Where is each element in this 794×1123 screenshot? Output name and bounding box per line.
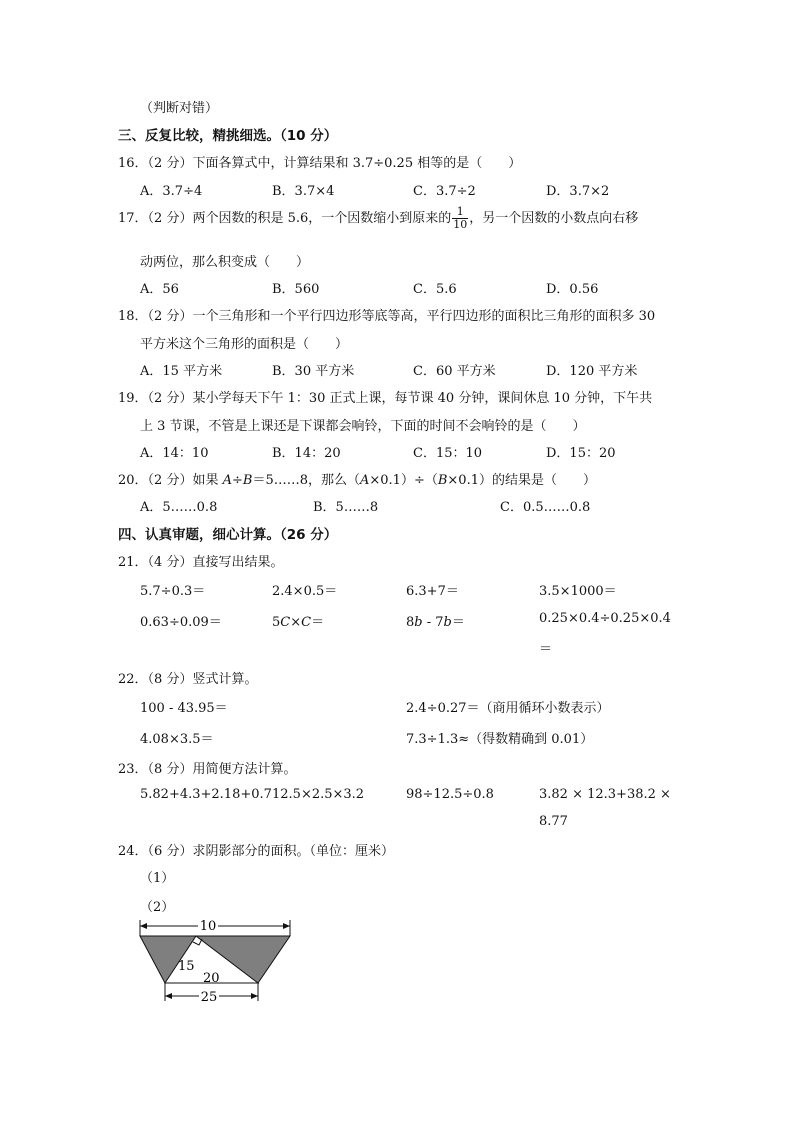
top-dimension-label: 10 bbox=[199, 919, 217, 934]
q22-item: 4.08×3.5＝ bbox=[140, 732, 214, 747]
q23-item-line2: 8.77 bbox=[539, 814, 568, 829]
q19-option-c[interactable]: C．15：10 bbox=[413, 446, 483, 461]
q18-option-a[interactable]: A．15 平方米 bbox=[140, 364, 223, 379]
q17-stem-b: ，另一个因数的小数点向右移 bbox=[469, 211, 639, 226]
q21-item: 5.7÷0.3＝ bbox=[140, 584, 206, 599]
q20-option-a[interactable]: A．5……0.8 bbox=[140, 500, 218, 515]
arrow-right-icon bbox=[283, 923, 290, 929]
q23-item: 98÷12.5÷0.8 bbox=[406, 787, 494, 802]
arrow-right-icon bbox=[251, 993, 258, 999]
q23-item: 12.5×2.5×3.2 bbox=[272, 787, 365, 802]
q16-stem: 16．（2 分）下面各算式中，计算结果和 3.7÷0.25 相等的是（ ） bbox=[118, 156, 522, 171]
q20-stem bbox=[118, 469, 596, 488]
q22-item: 2.4÷0.27＝（商用循环小数表示） bbox=[406, 701, 610, 716]
q24-stem: 24．（6 分）求阴影部分的面积。（单位：厘米） bbox=[118, 844, 394, 859]
q23-stem: 23．（8 分）用简便方法计算。 bbox=[118, 762, 297, 777]
fraction-numerator: 1 bbox=[452, 206, 468, 219]
fraction-one-tenth bbox=[452, 206, 468, 231]
section-3-title: 三、反复比较，精挑细选。（10 分） bbox=[118, 128, 338, 144]
q19-option-d[interactable]: D．15：20 bbox=[546, 446, 616, 461]
q23-item: 5.82+4.3+2.18+0.7 bbox=[140, 787, 272, 802]
q17-option-b[interactable]: B．560 bbox=[272, 282, 320, 297]
fraction-denominator: 10 bbox=[453, 218, 468, 231]
times-op: × bbox=[290, 615, 302, 630]
diagonal-length-label: 20 bbox=[203, 971, 220, 986]
q20-div-op: ÷ bbox=[231, 473, 243, 488]
q20-option-b[interactable]: B．5……8 bbox=[313, 500, 379, 515]
q24-sub1: （1） bbox=[140, 871, 175, 886]
q20-stem-suffix: ×0.1）的结果是（ ） bbox=[447, 473, 596, 488]
q16-option-c[interactable]: C．3.7÷2 bbox=[413, 184, 476, 199]
equals: ＝ bbox=[451, 615, 465, 630]
q18-stem-line2: 平方米这个三角形的面积是（ ） bbox=[140, 337, 349, 352]
q17-option-c[interactable]: C．5.6 bbox=[413, 282, 457, 297]
q21-item: 0.63÷0.09＝ bbox=[140, 615, 222, 630]
q23-item-line1: 3.82 × 12.3+38.2 × bbox=[539, 787, 671, 802]
coef: 8 bbox=[406, 615, 415, 630]
q19-stem-line2: 上 3 节课，不管是上课还是下课都会响铃，下面的时间不会响铃的是（ ） bbox=[140, 419, 586, 434]
q17-stem-line1 bbox=[118, 206, 638, 231]
shaded-area-figure bbox=[130, 915, 300, 1010]
q22-stem: 22．（8 分）竖式计算。 bbox=[118, 672, 258, 687]
q21-item bbox=[406, 611, 465, 630]
q16-option-b[interactable]: B．3.7×4 bbox=[272, 184, 335, 199]
side-length-label: 15 bbox=[178, 959, 195, 974]
q22-item: 100 - 43.95＝ bbox=[140, 701, 228, 716]
section-4-title: 四、认真审题，细心计算。（26 分） bbox=[118, 527, 338, 543]
q20-stem-mid: ＝5……8，那么（ bbox=[252, 473, 360, 488]
q21-item: 3.5×1000＝ bbox=[539, 584, 617, 599]
q22-item: 7.3÷1.3≈（得数精确到 0.01） bbox=[406, 732, 594, 747]
q21-item-line1: 0.25×0.4÷0.25×0.4 bbox=[539, 611, 671, 626]
equals: ＝ bbox=[311, 615, 325, 630]
var-c: C bbox=[301, 615, 312, 630]
q18-stem-line1: 18．（2 分）一个三角形和一个平行四边形等底等高，平行四边形的面积比三角形的面积多 30 bbox=[118, 309, 656, 324]
minus-term: - 7 bbox=[422, 615, 444, 630]
bottom-dimension-label: 25 bbox=[200, 990, 218, 1005]
q21-item-line2: ＝ bbox=[539, 642, 553, 657]
q21-item bbox=[272, 611, 324, 630]
q19-stem-line1: 19．（2 分）某小学每天下午 1：30 正式上课，每节课 40 分钟，课间休息 10 分钟，下午共 bbox=[118, 391, 653, 406]
coef: 5 bbox=[272, 615, 281, 630]
q16-option-d[interactable]: D．3.7×2 bbox=[546, 184, 610, 199]
var-b: b bbox=[443, 615, 452, 630]
q21-stem: 21．（4 分）直接写出结果。 bbox=[118, 555, 284, 570]
q20-var-a-2: A bbox=[359, 473, 370, 488]
var-b: b bbox=[414, 615, 423, 630]
q24-sub2: （2） bbox=[140, 900, 175, 915]
q20-var-a: A bbox=[222, 473, 232, 488]
q17-option-a[interactable]: A．56 bbox=[140, 282, 179, 297]
q20-option-c[interactable]: C．0.5……0.8 bbox=[500, 500, 591, 515]
q20-var-b: B bbox=[242, 473, 253, 488]
q18-option-c[interactable]: C．60 平方米 bbox=[413, 364, 496, 379]
q19-option-a[interactable]: A．14：10 bbox=[140, 446, 209, 461]
q17-stem-line2: 动两位，那么积变成（ ） bbox=[140, 255, 310, 270]
q20-stem-mid2: ×0.1）÷（ bbox=[369, 473, 438, 488]
q19-option-b[interactable]: B．14：20 bbox=[272, 446, 341, 461]
q20-stem-prefix: 20．（2 分）如果 bbox=[118, 473, 223, 488]
q21-item: 2.4×0.5＝ bbox=[272, 584, 338, 599]
q18-option-b[interactable]: B．30 平方米 bbox=[272, 364, 355, 379]
q21-item: 6.3+7＝ bbox=[406, 584, 459, 599]
var-c: C bbox=[280, 615, 291, 630]
arrow-left-icon bbox=[140, 923, 147, 929]
q17-stem-a: 17．（2 分）两个因数的积是 5.6，一个因数缩小到原来的 bbox=[118, 211, 452, 226]
q16-option-a[interactable]: A．3.7÷4 bbox=[140, 184, 203, 199]
q17-option-d[interactable]: D．0.56 bbox=[546, 282, 599, 297]
arrow-left-icon bbox=[165, 993, 172, 999]
judge-note: （判断对错） bbox=[140, 101, 219, 116]
q20-var-b-2: B bbox=[437, 473, 448, 488]
q18-option-d[interactable]: D．120 平方米 bbox=[546, 364, 638, 379]
